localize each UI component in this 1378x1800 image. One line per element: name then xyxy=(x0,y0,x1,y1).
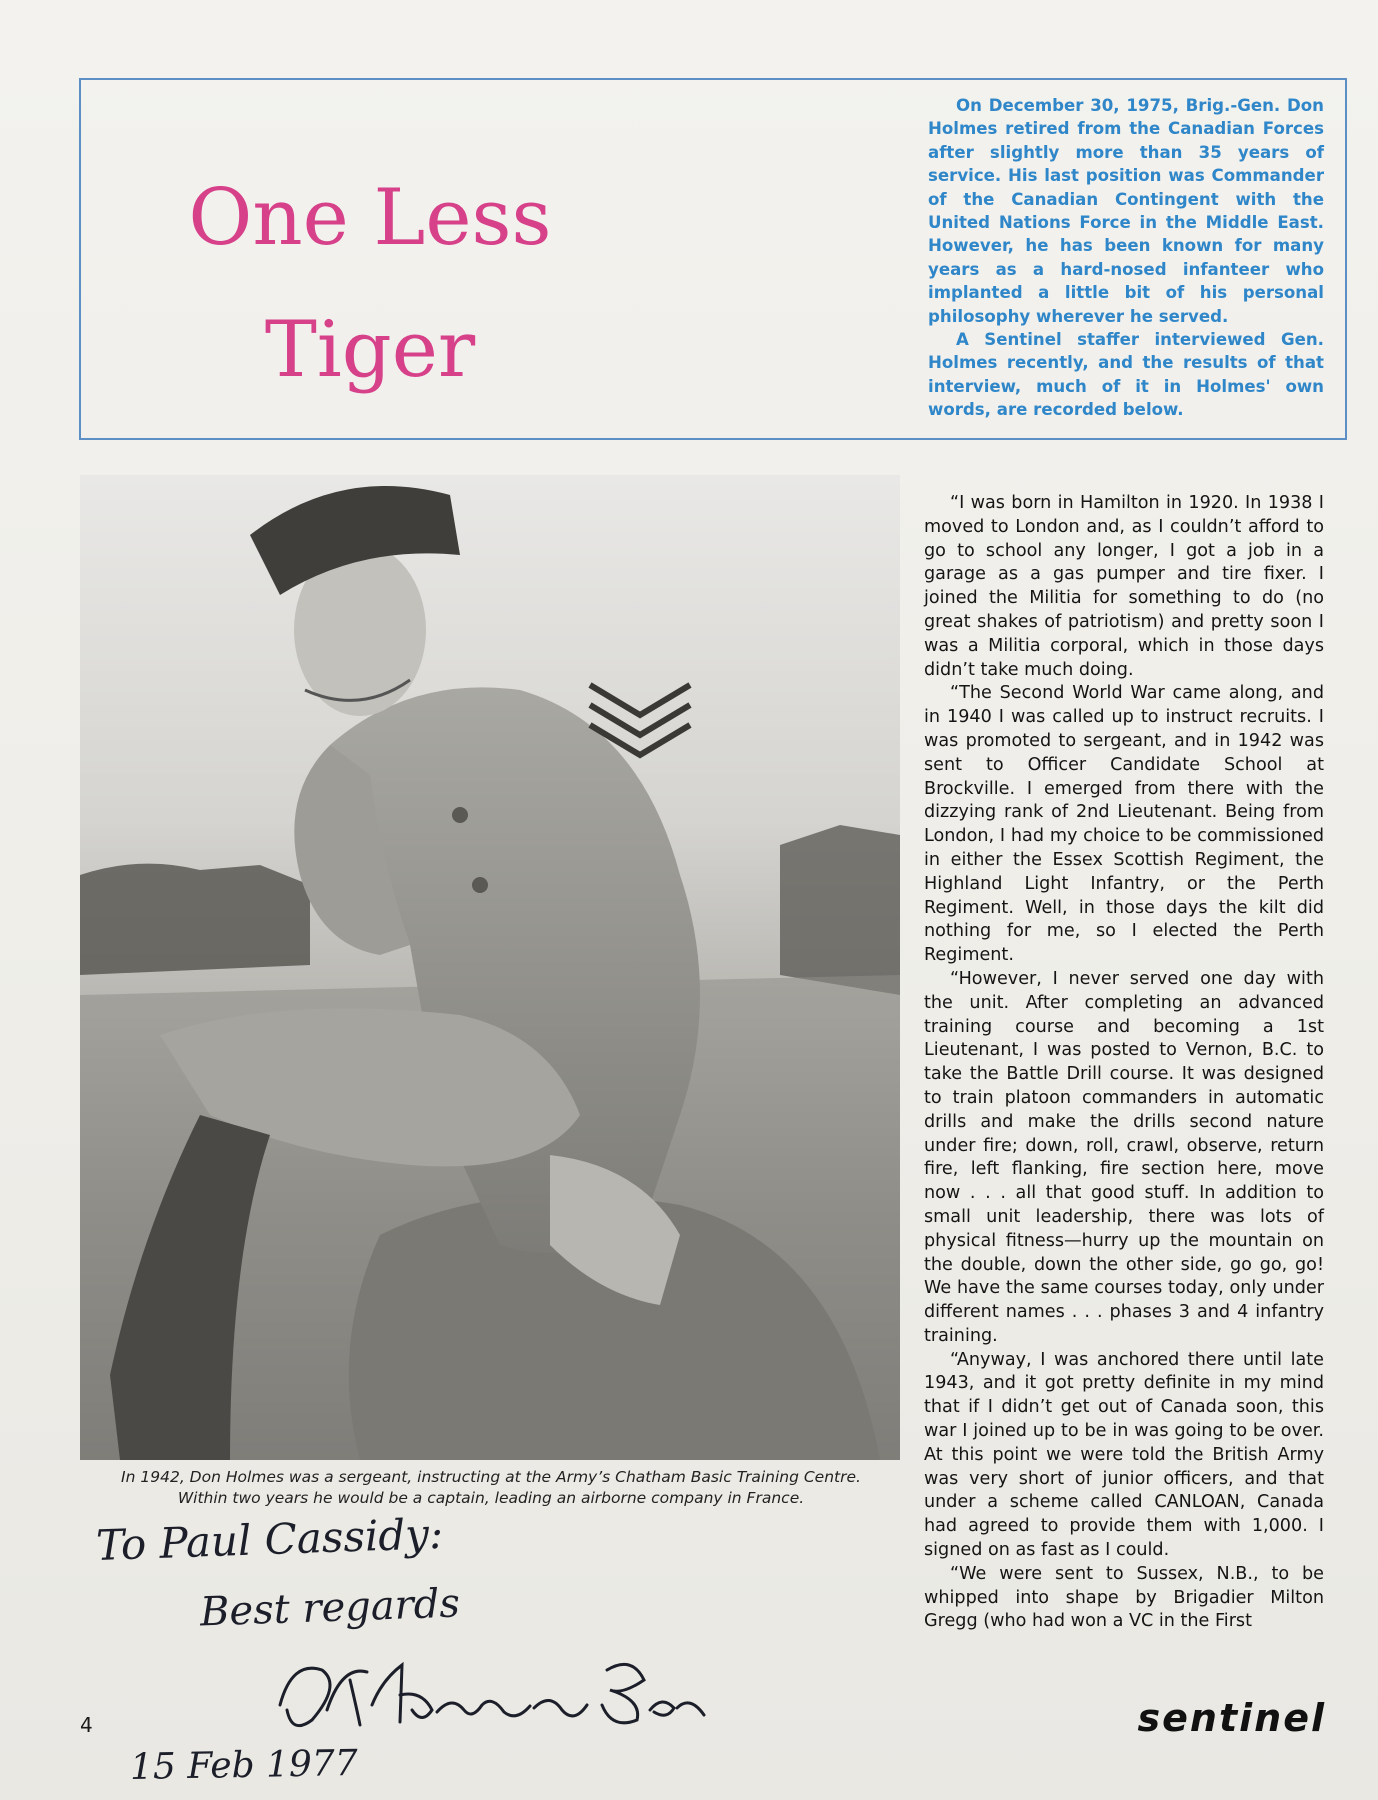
photo-caption xyxy=(74,1467,908,1509)
article-body xyxy=(924,492,1324,1634)
title-line-1: One Less xyxy=(188,173,552,264)
article-title xyxy=(120,152,620,416)
body-paragraph: “Anyway, I was anchored there until late 1943, and it got pretty definite in my mind that if I didn’t get out of Canada soon, this war I joined up to be in was going to be over. At this point we were told the British Army was very short of junior officers, and that under a scheme called CANLOAN, Canada had agreed to provide them with 1,000. I signed on as fast as I could. xyxy=(924,1349,1324,1561)
inscription-dedication: To Paul Cassidy: xyxy=(95,1508,444,1571)
soldier-photo xyxy=(80,475,900,1460)
intro-paragraph: A Sentinel staffer interviewed Gen. Holmes recently, and the results of that interview, much of it in Holmes' own words, are recorded below. xyxy=(928,330,1324,420)
caption-line: Within two years he would be a captain, leading an airborne company in France. xyxy=(177,1489,805,1507)
body-paragraph: “The Second World War came along, and in 1940 I was called up to instruct recruits. I was promoted to sergeant, and in 1942 was sent to Officer Candidate School at Brockville. I emerged from there with the dizzying rank of 2nd Lieutenant. Being from London, I had my choice to be commissioned in either the Essex Scottish Regiment, the Highland Light Infantry, or the Perth Regiment. Well, in those days the kilt did nothing for me, so I elected the Perth Regiment. xyxy=(924,683,1324,966)
body-paragraph: “However, I never served one day with the unit. After completing an advanced training course and becoming a 1st Lieutenant, I was posted to Vernon, B.C. to take the Battle Drill course. It was designed to train platoon commanders in automatic drills and make the drills second nature under fire; down, roll, crawl, observe, return fire, left flanking, fire section here, move now . . . all that good stuff. In addition to small unit leadership, there was lots of physical fitness—hurry up the mountain on the double, down the other side, go go, go! We have the same courses today, only under different names . . . phases 3 and 4 infantry training. xyxy=(924,968,1324,1346)
caption-line: In 1942, Don Holmes was a sergeant, instructing at the Army’s Chatham Basic Training Centre. xyxy=(121,1468,861,1486)
intro-paragraph: On December 30, 1975, Brig.-Gen. Don Holmes retired from the Canadian Forces after slightly more than 35 years of service. His last position was Commander of the Canadian Contingent with the United Nations Force in the Middle East. However, he has been known for many years as a hard-nosed infanteer who implanted a little bit of his personal philosophy wherever he served. xyxy=(928,96,1324,326)
body-paragraph: “I was born in Hamilton in 1920. In 1938 I moved to London and, as I couldn’t afford to go to school any longer, I got a job in a garage as a gas pumper and tire fixer. I joined the Militia for something to do (no great shakes of patriotism) and pretty soon I was a Militia corporal, which in those days didn’t take much doing. xyxy=(924,493,1324,680)
title-line-2: Tiger xyxy=(264,305,476,396)
intro-blurb xyxy=(928,94,1324,422)
sentinel-logo: sentinel xyxy=(1137,1696,1326,1740)
page-number: 4 xyxy=(80,1713,93,1737)
signature-mark xyxy=(272,1650,712,1740)
inscription-regards: Best regards xyxy=(199,1580,461,1636)
body-paragraph: “We were sent to Sussex, N.B., to be whipped into shape by Brigadier Milton Gregg (who had won a VC in the First xyxy=(924,1563,1324,1632)
inscription-date: 15 Feb 1977 xyxy=(129,1743,359,1788)
soldier-photo-illustration xyxy=(80,475,900,1460)
